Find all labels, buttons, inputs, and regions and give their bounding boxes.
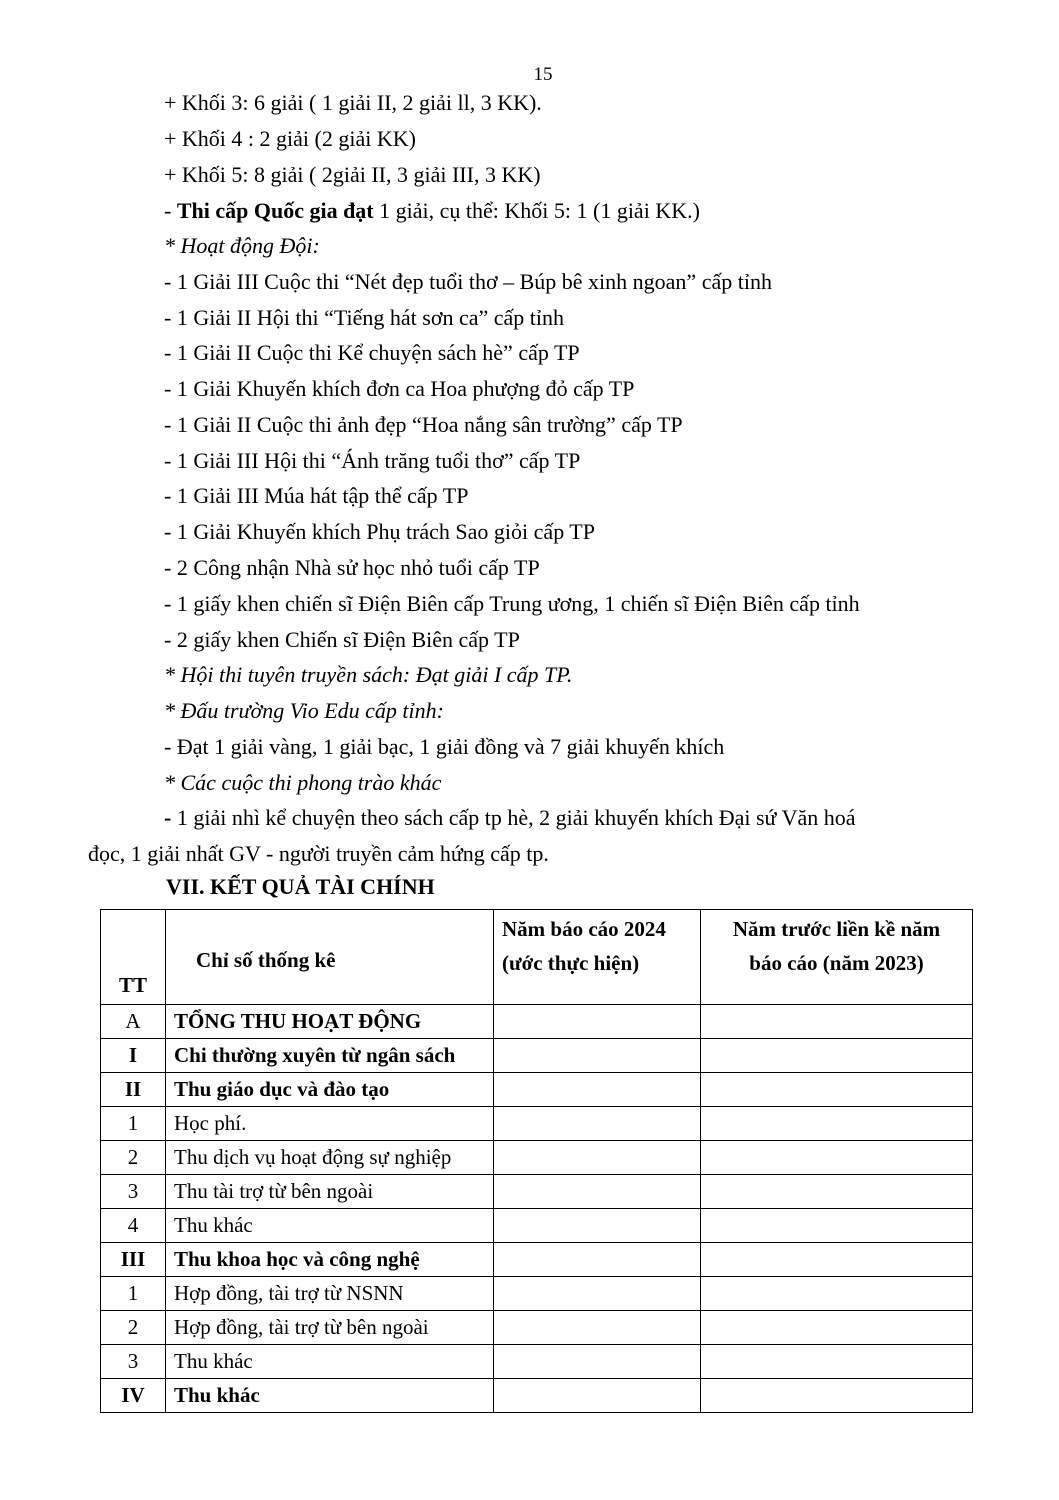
row-label: TỔNG THU HOẠT ĐỘNG	[166, 1005, 494, 1039]
row-tt: 1	[101, 1107, 166, 1141]
header-report-year-line1: Năm báo cáo 2024	[502, 917, 666, 941]
table-row	[101, 1209, 973, 1243]
row-report-value	[494, 1175, 701, 1209]
row-tt: IV	[101, 1379, 166, 1413]
table-row	[101, 1107, 973, 1141]
finance-table	[100, 909, 973, 1413]
row-label: Học phí.	[166, 1107, 494, 1141]
header-tt: TT	[101, 910, 166, 1005]
row-label: Thu khác	[166, 1209, 494, 1243]
line-dash: -	[164, 805, 177, 830]
national-level-label: Thi cấp Quốc gia đạt	[176, 198, 374, 223]
row-tt: 3	[101, 1175, 166, 1209]
row-label: Thu dịch vụ hoạt động sự nghiệp	[166, 1141, 494, 1175]
row-report-value	[494, 1209, 701, 1243]
row-previous-value	[701, 1175, 973, 1209]
row-tt: 2	[101, 1141, 166, 1175]
header-previous-year-line1: Năm trước liền kề năm	[732, 917, 941, 941]
table-row	[101, 1243, 973, 1277]
row-report-value	[494, 1039, 701, 1073]
row-label: Thu tài trợ từ bên ngoài	[166, 1175, 494, 1209]
row-tt: I	[101, 1039, 166, 1073]
text-line: - 1 Giải Khuyến khích Phụ trách Sao giỏi cấp TP	[164, 519, 595, 544]
row-previous-value	[701, 1243, 973, 1277]
table-row	[101, 1073, 973, 1107]
row-report-value	[494, 1345, 701, 1379]
row-report-value	[494, 1005, 701, 1039]
text-line: - 1 Giải III Múa hát tập thể cấp TP	[164, 483, 469, 508]
table-row	[101, 1379, 973, 1413]
row-previous-value	[701, 1107, 973, 1141]
row-previous-value	[701, 1277, 973, 1311]
text-line: - 1 Giải III Cuộc thi “Nét đẹp tuổi thơ – Búp bê xinh ngoan” cấp tỉnh	[164, 269, 772, 294]
header-previous-year-line2: báo cáo (năm 2023)	[749, 951, 924, 975]
row-label: Thu khác	[166, 1379, 494, 1413]
row-tt: 3	[101, 1345, 166, 1379]
row-tt: II	[101, 1073, 166, 1107]
table-row	[101, 1141, 973, 1175]
header-report-year-line2: (ước thực hiện)	[502, 951, 640, 975]
text-line: đọc, 1 giải nhất GV - người truyền cảm hứng cấp tp.	[88, 841, 549, 866]
row-label: Hợp đồng, tài trợ từ NSNN	[166, 1277, 494, 1311]
text-line: + Khối 4 : 2 giải (2 giải KK)	[164, 126, 416, 151]
heading-book-contest: * Hội thi tuyên truyền sách: Đạt giải I cấp TP.	[164, 662, 573, 687]
row-tt: 1	[101, 1277, 166, 1311]
page-number: 15	[533, 64, 553, 85]
row-report-value	[494, 1073, 701, 1107]
text-line: - 2 giấy khen Chiến sĩ Điện Biên cấp TP	[164, 627, 520, 652]
text-line: - 1 Giải II Hội thi “Tiếng hát sơn ca” cấp tỉnh	[164, 305, 565, 330]
text-line: - 1 Giải Khuyến khích đơn ca Hoa phượng đỏ cấp TP	[164, 376, 635, 401]
row-previous-value	[701, 1209, 973, 1243]
text-line	[164, 196, 700, 226]
row-previous-value	[701, 1073, 973, 1107]
row-label: Hợp đồng, tài trợ từ bên ngoài	[166, 1311, 494, 1345]
row-label: Thu khoa học và công nghệ	[166, 1243, 494, 1277]
row-report-value	[494, 1141, 701, 1175]
table-row	[101, 1277, 973, 1311]
row-previous-value	[701, 1039, 973, 1073]
row-label: Chi thường xuyên từ ngân sách	[166, 1039, 494, 1073]
heading-team-activities: * Hoạt động Đội:	[164, 233, 320, 258]
table-header-row	[101, 910, 973, 1005]
row-tt: 4	[101, 1209, 166, 1243]
line-rest: 1 giải, cụ thể: Khối 5: 1 (1 giải KK.)	[373, 198, 700, 223]
row-previous-value	[701, 1311, 973, 1345]
table-row	[101, 1345, 973, 1379]
section-title: VII. KẾT QUẢ TÀI CHÍNH	[166, 874, 435, 899]
table-row	[101, 1005, 973, 1039]
text-line: - Đạt 1 giải vàng, 1 giải bạc, 1 giải đồng và 7 giải khuyến khích	[164, 734, 725, 759]
row-report-value	[494, 1311, 701, 1345]
row-previous-value	[701, 1379, 973, 1413]
row-label: Thu khác	[166, 1345, 494, 1379]
heading-other-contests: * Các cuộc thi phong trào khác	[164, 770, 442, 795]
table-row	[101, 1039, 973, 1073]
row-tt: III	[101, 1243, 166, 1277]
row-tt: A	[101, 1005, 166, 1039]
header-report-year	[494, 910, 701, 1005]
table-row	[101, 1311, 973, 1345]
row-previous-value	[701, 1141, 973, 1175]
row-tt: 2	[101, 1311, 166, 1345]
header-indicator: Chỉ số thống kê	[166, 910, 494, 1005]
table-row	[101, 1175, 973, 1209]
row-report-value	[494, 1107, 701, 1141]
text-line	[164, 803, 856, 833]
row-previous-value	[701, 1345, 973, 1379]
header-previous-year	[701, 910, 973, 1005]
row-report-value	[494, 1277, 701, 1311]
row-report-value	[494, 1379, 701, 1413]
text-line: - 1 Giải III Hội thi “Ánh trăng tuổi thơ” cấp TP	[164, 448, 581, 473]
row-report-value	[494, 1243, 701, 1277]
text-line: - 1 giấy khen chiến sĩ Điện Biên cấp Trung ương, 1 chiến sĩ Điện Biên cấp tỉnh	[164, 591, 860, 616]
text-line: - 1 Giải II Cuộc thi ảnh đẹp “Hoa nắng sân trường” cấp TP	[164, 412, 683, 437]
line-prefix: -	[164, 198, 177, 223]
heading-vio-edu: * Đấu trường Vio Edu cấp tỉnh:	[164, 698, 444, 723]
text-line: + Khối 5: 8 giải ( 2giải II, 3 giải III, 3 KK)	[164, 162, 541, 187]
text-line: - 2 Công nhận Nhà sử học nhỏ tuổi cấp TP	[164, 555, 540, 580]
row-label: Thu giáo dục và đào tạo	[166, 1073, 494, 1107]
text-line: - 1 Giải II Cuộc thi Kể chuyện sách hè” cấp TP	[164, 340, 580, 365]
text-line: + Khối 3: 6 giải ( 1 giải II, 2 giải ll, 3 KK).	[164, 90, 542, 115]
row-previous-value	[701, 1005, 973, 1039]
line-rest: 1 giải nhì kể chuyện theo sách cấp tp hè, 2 giải khuyến khích Đại sứ Văn hoá	[176, 805, 856, 830]
